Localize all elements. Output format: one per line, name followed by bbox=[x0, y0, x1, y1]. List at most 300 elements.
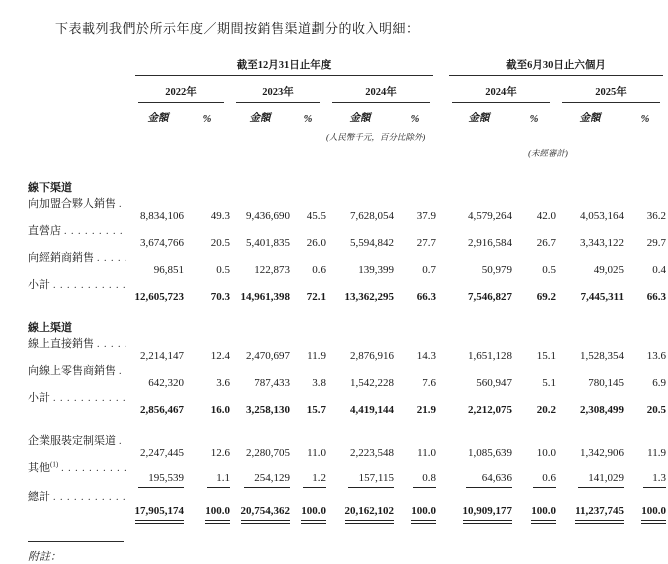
value-text: 0.7 bbox=[422, 264, 436, 276]
value-text: 3.8 bbox=[312, 377, 326, 389]
value-text: 8,834,106 bbox=[140, 210, 184, 222]
percent-cell bbox=[184, 335, 230, 362]
value-text: 12.4 bbox=[210, 350, 230, 362]
row-label-cell bbox=[28, 335, 132, 351]
percent-cell bbox=[184, 432, 230, 459]
value-text: 1,528,354 bbox=[580, 350, 624, 362]
dot-leader bbox=[97, 252, 126, 264]
value-text: 3,674,766 bbox=[140, 237, 184, 249]
value-text: 3,258,130 bbox=[246, 404, 290, 416]
section-label: 線下渠道 bbox=[28, 182, 72, 194]
spacer-cell bbox=[28, 303, 666, 311]
amount-cell bbox=[132, 432, 184, 459]
amount-header: 金額 bbox=[468, 113, 490, 124]
value-text: 66.3 bbox=[416, 291, 436, 303]
value-text: 96,851 bbox=[153, 264, 184, 276]
row-label: 線上直接銷售 bbox=[28, 338, 94, 350]
spacer-row bbox=[28, 303, 666, 311]
percent-cell bbox=[290, 249, 326, 276]
value-text: 11,237,745 bbox=[575, 505, 624, 521]
value-text: 15.1 bbox=[536, 350, 556, 362]
value-text: 45.5 bbox=[306, 210, 326, 222]
value-text: 11.0 bbox=[307, 447, 326, 459]
value-text: 3.6 bbox=[216, 377, 230, 389]
percent-cell bbox=[394, 222, 436, 249]
amount-cell bbox=[326, 432, 394, 459]
percent-header: % bbox=[202, 114, 212, 125]
percent-cell bbox=[290, 459, 326, 488]
amount-cell bbox=[326, 195, 394, 222]
section-row bbox=[28, 311, 666, 335]
revenue-by-channel-table bbox=[28, 51, 666, 521]
value-text: 254,129 bbox=[244, 472, 290, 488]
amount-cell bbox=[230, 276, 290, 303]
total-row bbox=[28, 488, 666, 521]
amount-cell bbox=[446, 488, 512, 521]
percent-cell bbox=[184, 249, 230, 276]
value-text: 17,905,174 bbox=[135, 505, 185, 521]
percent-header: % bbox=[410, 114, 420, 125]
row-label-cell bbox=[28, 432, 132, 448]
period-interim-header bbox=[446, 51, 666, 76]
value-text: 1,085,639 bbox=[468, 447, 512, 459]
value-text: 2,214,147 bbox=[140, 350, 184, 362]
value-text: 11.9 bbox=[307, 350, 326, 362]
unit-note-row bbox=[28, 127, 666, 143]
percent-cell bbox=[512, 195, 556, 222]
value-text: 100.0 bbox=[641, 505, 666, 521]
percent-cell bbox=[184, 488, 230, 521]
amount-cell bbox=[132, 459, 184, 488]
value-text: 2,876,916 bbox=[350, 350, 394, 362]
dot-leader bbox=[53, 392, 126, 404]
unaudited-note: (未經審計) bbox=[528, 148, 568, 158]
period-annual-header bbox=[132, 51, 436, 76]
amount-cell bbox=[556, 335, 624, 362]
period-interim-label: 截至6月30日止六個月 bbox=[449, 57, 663, 76]
value-text: 10.0 bbox=[536, 447, 556, 459]
percent-cell bbox=[290, 432, 326, 459]
value-text: 66.3 bbox=[646, 291, 666, 303]
amount-cell bbox=[326, 335, 394, 362]
amount-cell bbox=[446, 362, 512, 389]
amount-cell bbox=[556, 276, 624, 303]
value-text: 12.6 bbox=[210, 447, 230, 459]
percent-cell bbox=[290, 195, 326, 222]
amount-cell bbox=[230, 459, 290, 488]
value-text: 20.5 bbox=[210, 237, 230, 249]
amount-cell bbox=[132, 389, 184, 416]
value-text: 100.0 bbox=[205, 505, 230, 521]
interim-2024-header bbox=[446, 76, 556, 103]
amount-cell bbox=[446, 249, 512, 276]
column-gap bbox=[436, 103, 446, 127]
spacer-cell bbox=[28, 159, 666, 171]
amount-cell bbox=[230, 335, 290, 362]
value-text: 1.1 bbox=[207, 472, 230, 488]
value-text: 141,029 bbox=[578, 472, 624, 488]
row-label: 總計 bbox=[28, 491, 50, 503]
amount-cell bbox=[556, 249, 624, 276]
value-text: 6.9 bbox=[652, 377, 666, 389]
percent-cell bbox=[624, 335, 666, 362]
percent-cell bbox=[184, 459, 230, 488]
data-row bbox=[28, 432, 666, 459]
value-text: 29.7 bbox=[646, 237, 666, 249]
amount-cell bbox=[446, 335, 512, 362]
percent-cell bbox=[184, 276, 230, 303]
year-header-row bbox=[28, 76, 666, 103]
column-gap bbox=[436, 222, 446, 249]
empty-cell bbox=[28, 76, 132, 103]
unit-note: (人民幣千元，百分比除外) bbox=[326, 132, 426, 142]
value-text: 3,343,122 bbox=[580, 237, 624, 249]
value-text: 27.7 bbox=[416, 237, 436, 249]
percent-cell bbox=[394, 389, 436, 416]
period-annual-label: 截至12月31日止年度 bbox=[135, 57, 433, 76]
row-label-cell bbox=[28, 488, 132, 504]
amount-cell bbox=[446, 195, 512, 222]
data-row bbox=[28, 362, 666, 389]
row-label: 小計 bbox=[28, 279, 50, 291]
amount-header: 金額 bbox=[579, 113, 601, 124]
row-label: 向加盟合夥人銷售 bbox=[28, 198, 116, 210]
column-gap bbox=[436, 432, 446, 459]
value-text: 12,605,723 bbox=[134, 291, 184, 303]
value-text: 7,445,311 bbox=[580, 291, 624, 303]
data-row bbox=[28, 459, 666, 488]
footnote-label: 附註： bbox=[28, 551, 61, 563]
percent-cell bbox=[394, 195, 436, 222]
value-text: 2,212,075 bbox=[468, 404, 512, 416]
value-text: 16.0 bbox=[210, 404, 230, 416]
percent-cell bbox=[624, 362, 666, 389]
amount-cell bbox=[446, 389, 512, 416]
value-text: 122,873 bbox=[254, 264, 290, 276]
percent-cell bbox=[512, 249, 556, 276]
amount-cell bbox=[230, 362, 290, 389]
percent-cell bbox=[512, 389, 556, 416]
page-title: 下表載列我們於所示年度／期間按銷售渠道劃分的收入明細： bbox=[55, 21, 420, 36]
value-text: 21.9 bbox=[416, 404, 436, 416]
amount-cell bbox=[556, 432, 624, 459]
empty-cell bbox=[28, 103, 132, 127]
value-text: 69.2 bbox=[536, 291, 556, 303]
percent-cell bbox=[512, 362, 556, 389]
amount-cell bbox=[132, 222, 184, 249]
subtotal-row bbox=[28, 276, 666, 303]
row-label: 向線上零售商銷售 bbox=[28, 365, 116, 377]
amount-cell bbox=[326, 276, 394, 303]
value-text: 11.0 bbox=[417, 447, 436, 459]
percent-cell bbox=[624, 432, 666, 459]
percent-cell bbox=[512, 459, 556, 488]
percent-cell bbox=[290, 362, 326, 389]
percent-cell bbox=[624, 459, 666, 488]
value-text: 780,145 bbox=[588, 377, 624, 389]
value-text: 157,115 bbox=[348, 472, 394, 488]
year-2023-header bbox=[230, 76, 326, 103]
value-text: 11.9 bbox=[647, 447, 666, 459]
row-label-cell bbox=[28, 362, 132, 378]
percent-cell bbox=[624, 488, 666, 521]
value-text: 37.9 bbox=[416, 210, 436, 222]
percent-cell bbox=[394, 276, 436, 303]
value-text: 1,651,128 bbox=[468, 350, 512, 362]
value-text: 49,025 bbox=[593, 264, 624, 276]
column-gap bbox=[436, 76, 446, 103]
value-text: 2,280,705 bbox=[246, 447, 290, 459]
value-text: 139,399 bbox=[358, 264, 394, 276]
value-text: 0.6 bbox=[312, 264, 326, 276]
column-gap bbox=[436, 51, 446, 76]
amount-cell bbox=[446, 432, 512, 459]
amount-cell bbox=[446, 459, 512, 488]
period-header-row bbox=[28, 51, 666, 76]
row-label: 其他$^{(1)}$ bbox=[28, 460, 59, 474]
amount-cell bbox=[230, 222, 290, 249]
amount-cell bbox=[326, 459, 394, 488]
empty-cell bbox=[446, 127, 666, 143]
value-text: 20,162,102 bbox=[345, 505, 395, 521]
percent-cell bbox=[290, 389, 326, 416]
percent-header: % bbox=[640, 114, 650, 125]
percent-cell bbox=[624, 276, 666, 303]
value-text: 20.5 bbox=[646, 404, 666, 416]
value-text: 2,247,445 bbox=[140, 447, 184, 459]
footnote-marker: (1) bbox=[50, 460, 59, 469]
percent-cell bbox=[184, 195, 230, 222]
amount-cell bbox=[326, 249, 394, 276]
amount-cell bbox=[132, 276, 184, 303]
amount-cell bbox=[556, 222, 624, 249]
percent-header: % bbox=[529, 114, 539, 125]
dot-leader bbox=[97, 338, 126, 350]
amount-cell bbox=[556, 195, 624, 222]
value-text: 1.3 bbox=[643, 472, 666, 488]
year-2022-header bbox=[132, 76, 230, 103]
value-text: 4,419,144 bbox=[350, 404, 394, 416]
percent-cell bbox=[512, 432, 556, 459]
row-label-cell bbox=[28, 459, 132, 475]
value-text: 14.3 bbox=[416, 350, 436, 362]
column-gap bbox=[436, 249, 446, 276]
percent-cell bbox=[290, 335, 326, 362]
value-text: 0.6 bbox=[533, 472, 556, 488]
table-body bbox=[28, 159, 666, 521]
unaudited-note-row bbox=[28, 143, 666, 159]
empty-cell bbox=[28, 127, 326, 143]
value-text: 100.0 bbox=[301, 505, 326, 521]
row-label: 企業服裝定制渠道 bbox=[28, 435, 116, 447]
dot-leader bbox=[119, 198, 126, 210]
row-label-cell bbox=[28, 389, 132, 405]
amount-cell bbox=[556, 362, 624, 389]
row-label-cell bbox=[28, 249, 132, 265]
dot-leader bbox=[53, 279, 126, 291]
percent-cell bbox=[184, 389, 230, 416]
value-text: 9,436,690 bbox=[246, 210, 290, 222]
measure-header-row bbox=[28, 103, 666, 127]
value-text: 42.0 bbox=[536, 210, 556, 222]
year-2023-label: 2023年 bbox=[236, 84, 320, 103]
value-text: 7,628,054 bbox=[350, 210, 394, 222]
percent-cell bbox=[394, 459, 436, 488]
value-text: 0.8 bbox=[413, 472, 436, 488]
column-gap bbox=[436, 276, 446, 303]
data-row bbox=[28, 222, 666, 249]
amount-cell bbox=[132, 335, 184, 362]
column-gap bbox=[436, 362, 446, 389]
percent-cell bbox=[394, 432, 436, 459]
amount-cell bbox=[230, 249, 290, 276]
value-text: 15.7 bbox=[306, 404, 326, 416]
amount-cell bbox=[132, 195, 184, 222]
year-2024-header bbox=[326, 76, 436, 103]
year-2024-label: 2024年 bbox=[332, 84, 430, 103]
value-text: 560,947 bbox=[476, 377, 512, 389]
amount-cell bbox=[326, 222, 394, 249]
value-text: 7,546,827 bbox=[468, 291, 512, 303]
amount-header: 金額 bbox=[349, 113, 371, 124]
row-label-cell bbox=[28, 222, 132, 238]
percent-cell bbox=[624, 222, 666, 249]
amount-cell bbox=[230, 488, 290, 521]
amount-header: 金額 bbox=[147, 113, 169, 124]
value-text: 50,979 bbox=[481, 264, 512, 276]
section-label: 線上渠道 bbox=[28, 322, 72, 334]
value-text: 14,961,398 bbox=[240, 291, 290, 303]
value-text: 72.1 bbox=[306, 291, 326, 303]
value-text: 10,909,177 bbox=[463, 505, 513, 521]
value-text: 1,542,228 bbox=[350, 377, 394, 389]
amount-cell bbox=[556, 459, 624, 488]
row-label: 直營店 bbox=[28, 225, 61, 237]
amount-cell bbox=[132, 488, 184, 521]
dot-leader bbox=[53, 491, 126, 503]
value-text: 5.1 bbox=[542, 377, 556, 389]
spacer-row bbox=[28, 159, 666, 171]
year-2022-label: 2022年 bbox=[138, 84, 224, 103]
percent-cell bbox=[512, 335, 556, 362]
amount-cell bbox=[326, 362, 394, 389]
amount-cell bbox=[230, 389, 290, 416]
value-text: 642,320 bbox=[148, 377, 184, 389]
percent-cell bbox=[394, 249, 436, 276]
subtotal-row bbox=[28, 389, 666, 416]
value-text: 2,470,697 bbox=[246, 350, 290, 362]
section-row bbox=[28, 171, 666, 195]
value-text: 64,636 bbox=[466, 472, 512, 488]
value-text: 2,856,467 bbox=[140, 404, 184, 416]
percent-cell bbox=[512, 276, 556, 303]
percent-cell bbox=[394, 335, 436, 362]
row-label: 小計 bbox=[28, 392, 50, 404]
value-text: 26.0 bbox=[306, 237, 326, 249]
amount-cell bbox=[132, 249, 184, 276]
percent-cell bbox=[290, 276, 326, 303]
value-text: 20.2 bbox=[536, 404, 556, 416]
dot-leader bbox=[119, 435, 126, 447]
dot-leader bbox=[119, 365, 126, 377]
amount-header: 金額 bbox=[249, 113, 271, 124]
value-text: 13,362,295 bbox=[344, 291, 394, 303]
dot-leader bbox=[64, 225, 126, 237]
value-text: 20,754,362 bbox=[241, 505, 291, 521]
column-gap bbox=[436, 459, 446, 488]
value-text: 5,401,835 bbox=[246, 237, 290, 249]
percent-cell bbox=[394, 488, 436, 521]
percent-header: % bbox=[303, 114, 313, 125]
percent-cell bbox=[394, 362, 436, 389]
dot-leader bbox=[61, 462, 126, 474]
column-gap bbox=[436, 488, 446, 521]
data-row bbox=[28, 195, 666, 222]
amount-cell bbox=[446, 276, 512, 303]
value-text: 70.3 bbox=[210, 291, 230, 303]
value-text: 195,539 bbox=[138, 472, 184, 488]
value-text: 0.4 bbox=[652, 264, 666, 276]
amount-cell bbox=[556, 389, 624, 416]
percent-cell bbox=[512, 488, 556, 521]
row-label-cell bbox=[28, 195, 132, 211]
value-text: 787,433 bbox=[254, 377, 290, 389]
value-text: 1,342,906 bbox=[580, 447, 624, 459]
value-text: 36.2 bbox=[646, 210, 666, 222]
amount-cell bbox=[446, 222, 512, 249]
value-text: 2,916,584 bbox=[468, 237, 512, 249]
percent-cell bbox=[624, 195, 666, 222]
value-text: 4,053,164 bbox=[580, 210, 624, 222]
value-text: 13.6 bbox=[646, 350, 666, 362]
value-text: 7.6 bbox=[422, 377, 436, 389]
value-text: 100.0 bbox=[411, 505, 436, 521]
percent-cell bbox=[290, 488, 326, 521]
row-label-cell bbox=[28, 276, 132, 292]
value-text: 2,308,499 bbox=[580, 404, 624, 416]
value-text: 49.3 bbox=[210, 210, 230, 222]
value-text: 5,594,842 bbox=[350, 237, 394, 249]
percent-cell bbox=[624, 249, 666, 276]
value-text: 4,579,264 bbox=[468, 210, 512, 222]
value-text: 1.2 bbox=[303, 472, 326, 488]
value-text: 2,223,548 bbox=[350, 447, 394, 459]
column-gap bbox=[436, 195, 446, 222]
percent-cell bbox=[184, 362, 230, 389]
column-gap bbox=[436, 335, 446, 362]
amount-cell bbox=[556, 488, 624, 521]
column-gap bbox=[436, 389, 446, 416]
interim-2024-label: 2024年 bbox=[452, 84, 550, 103]
row-label: 向經銷商銷售 bbox=[28, 252, 94, 264]
empty-cell bbox=[28, 143, 446, 159]
interim-2025-header bbox=[556, 76, 666, 103]
value-text: 0.5 bbox=[216, 264, 230, 276]
amount-cell bbox=[230, 195, 290, 222]
data-row bbox=[28, 249, 666, 276]
amount-cell bbox=[132, 362, 184, 389]
percent-cell bbox=[512, 222, 556, 249]
percent-cell bbox=[624, 389, 666, 416]
interim-2025-label: 2025年 bbox=[562, 84, 660, 103]
corner-cell bbox=[28, 51, 132, 76]
amount-cell bbox=[326, 389, 394, 416]
spacer-row bbox=[28, 416, 666, 432]
data-row bbox=[28, 335, 666, 362]
spacer-cell bbox=[28, 416, 666, 432]
value-text: 0.5 bbox=[542, 264, 556, 276]
percent-cell bbox=[290, 222, 326, 249]
